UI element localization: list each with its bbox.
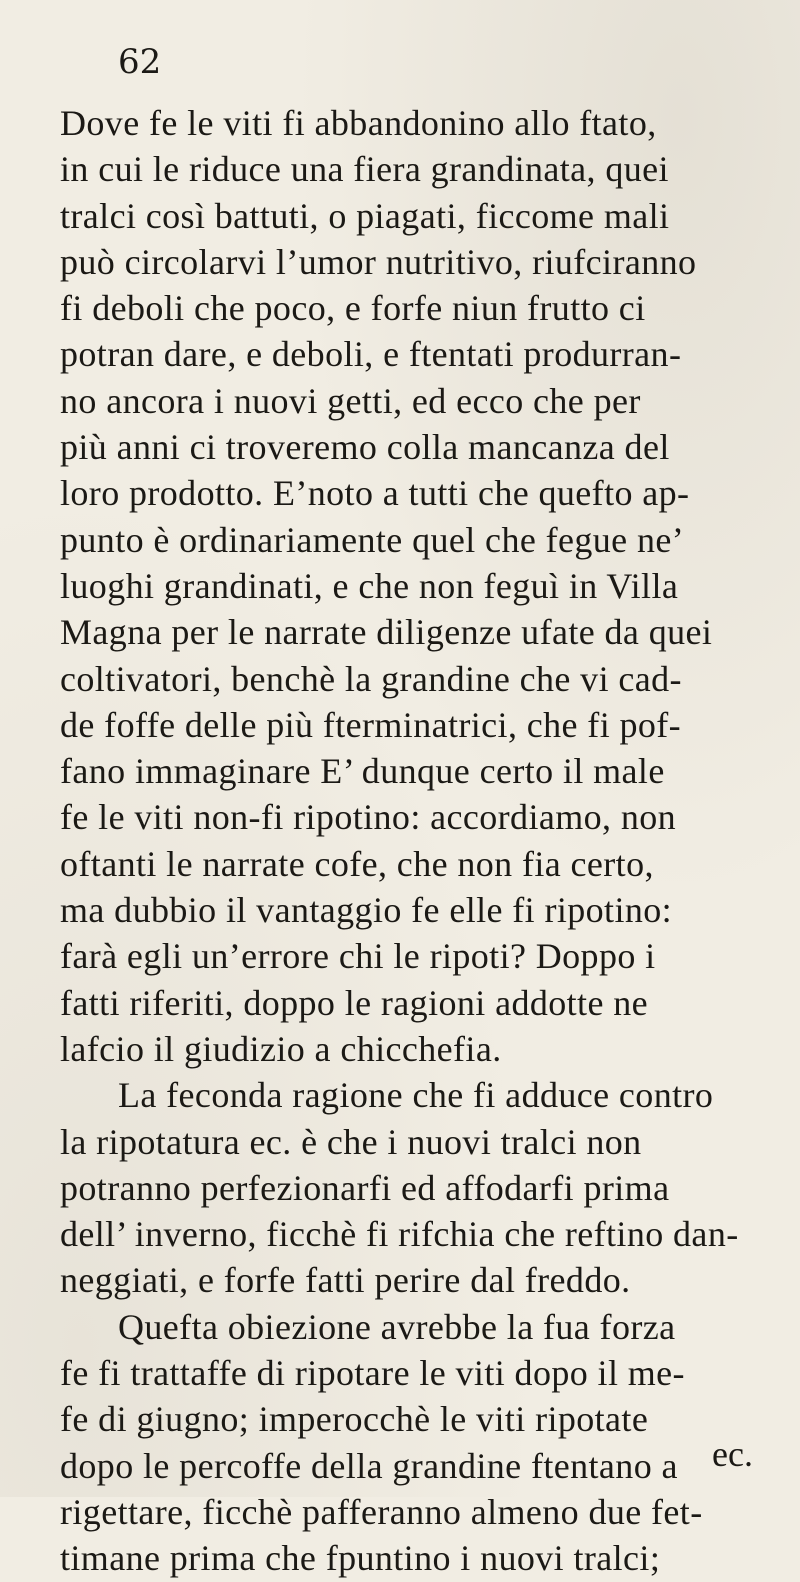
text-line: de foffe delle più fterminatrici, che fi pof- [60,704,682,745]
text-line: fe fi trattaffe di ripotare le viti dopo il me- [60,1353,685,1394]
page-number: 62 [118,42,162,82]
text-line: loro prodotto. E’noto a tutti che quefto ap- [60,473,690,514]
paragraph-start-line: Quefta obiezione avrebbe la fua forza [118,1306,676,1347]
catchword: ec. [712,1434,753,1474]
text-line: Dove fe le viti fi abbandonino allo ftato, [60,103,657,143]
text-line: dell’ inverno, ficchè fi rifchia che reftino dan- [60,1214,739,1255]
text-line: fi deboli che poco, e forfe niun frutto ci [60,288,646,329]
text-line: farà egli un’errore chi le ripoti? Doppo i [60,936,656,977]
text-line: neggiati, e forfe fatti perire dal freddo. [60,1260,631,1301]
text-line: tralci così battuti, o piagati, ficcome mali [60,195,670,236]
text-line: punto è ordinariamente quel che fegue ne’ [60,519,685,560]
paragraph-start-line: La feconda ragione che fi adduce contro [118,1075,714,1116]
text-line: fe le viti non-fi ripotino: accordiamo, non [60,797,677,838]
body-text [60,100,790,1582]
text-line: la ripotatura ec. è che i nuovi tralci non [60,1121,642,1162]
text-line: dopo le percoffe della grandine ftentano a [60,1445,678,1486]
text-line: fatti riferiti, doppo le ragioni addotte ne [60,982,649,1023]
text-line: oftanti le narrate cofe, che non fia certo, [60,843,654,884]
text-line: potranno perfezionarfi ed affodarfi prima [60,1167,670,1208]
text-line: fe di giugno; imperocchè le viti ripotate [60,1399,649,1440]
text-line: lafcio il giudizio a chicchefia. [60,1028,502,1069]
text-line: coltivatori, benchè la grandine che vi cad- [60,658,682,699]
text-line: no ancora i nuovi getti, ed ecco che per [60,380,641,421]
text-line: ma dubbio il vantaggio fe elle fi ripotino: [60,890,673,931]
text-line: Magna per le narrate diligenze ufate da quei [60,612,713,653]
text-line: può circolarvi l’umor nutritivo, riufciranno [60,241,697,282]
text-line: timane prima che fpuntino i nuovi tralci; [60,1538,661,1579]
text-line: in cui le riduce una fiera grandinata, quei [60,149,669,190]
text-line: fano immaginare E’ dunque certo il male [60,751,665,792]
text-line: luoghi grandinati, e che non feguì in Villa [60,565,679,606]
text-line: rigettare, ficchè pafferanno almeno due fet- [60,1491,703,1532]
text-line: più anni ci troveremo colla mancanza del [60,427,670,468]
text-line: potran dare, e deboli, e ftentati produrran- [60,334,682,375]
